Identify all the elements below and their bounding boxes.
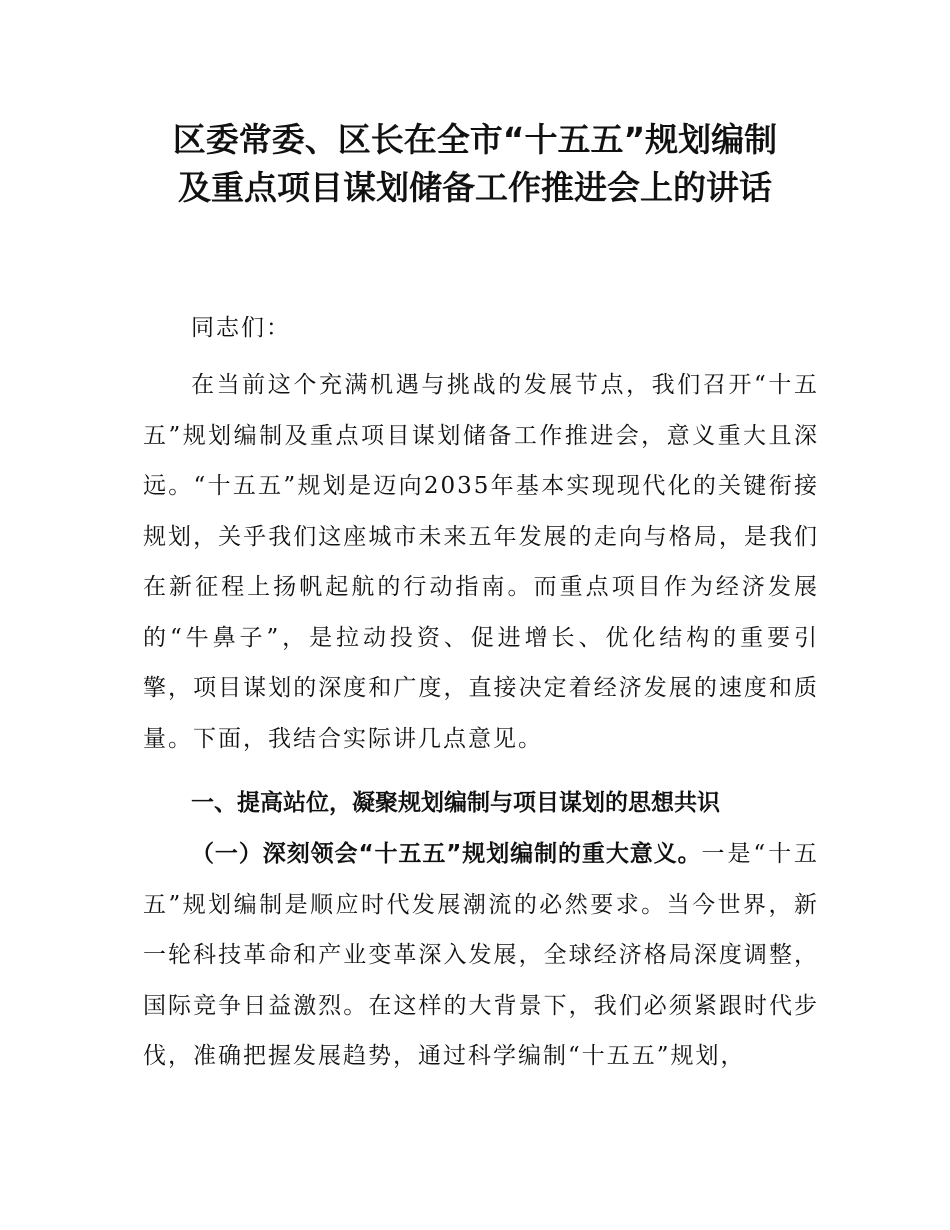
- subsection-heading: （一）深刻领会“十五五”规划编制的重大意义。: [191, 841, 702, 867]
- paragraph-section-1-1-body: 一是“十五五”规划编制是顺应时代发展潮流的必然要求。当今世界，新一轮科技革命和产业变革深入发展，全球经济格局深度调整，国际竞争日益激烈。在这样的大背景下，我们必须紧跟时代步伐，准确把握发展趋势，通过科学编制“十五五”规划，: [143, 841, 819, 1069]
- paragraph-section-1-1: [143, 829, 819, 1082]
- salutation: 同志们：: [191, 315, 291, 341]
- document-title-line-1: 区委常委、区长在全市“十五五”规划编制: [172, 120, 778, 159]
- document-title-line-2: 及重点项目谋划储备工作推进会上的讲话: [178, 168, 772, 207]
- section-heading-1: 一、提高站位，凝聚规划编制与项目谋划的思想共识: [191, 790, 720, 816]
- paragraph-intro: 在当前这个充满机遇与挑战的发展节点，我们召开“十五五”规划编制及重点项目谋划储备工作推进会，意义重大且深远。“十五五”规划是迈向2035年基本实现现代化的关键衔接规划，关乎我们这座城市未来五年发展的走向与格局，是我们在新征程上扬帆起航的行动指南。而重点项目作为经济发展的“牛鼻子”，是拉动投资、促进增长、优化结构的重要引擎，项目谋划的深度和广度，直接决定着经济发展的速度和质量。下面，我结合实际讲几点意见。: [143, 372, 819, 752]
